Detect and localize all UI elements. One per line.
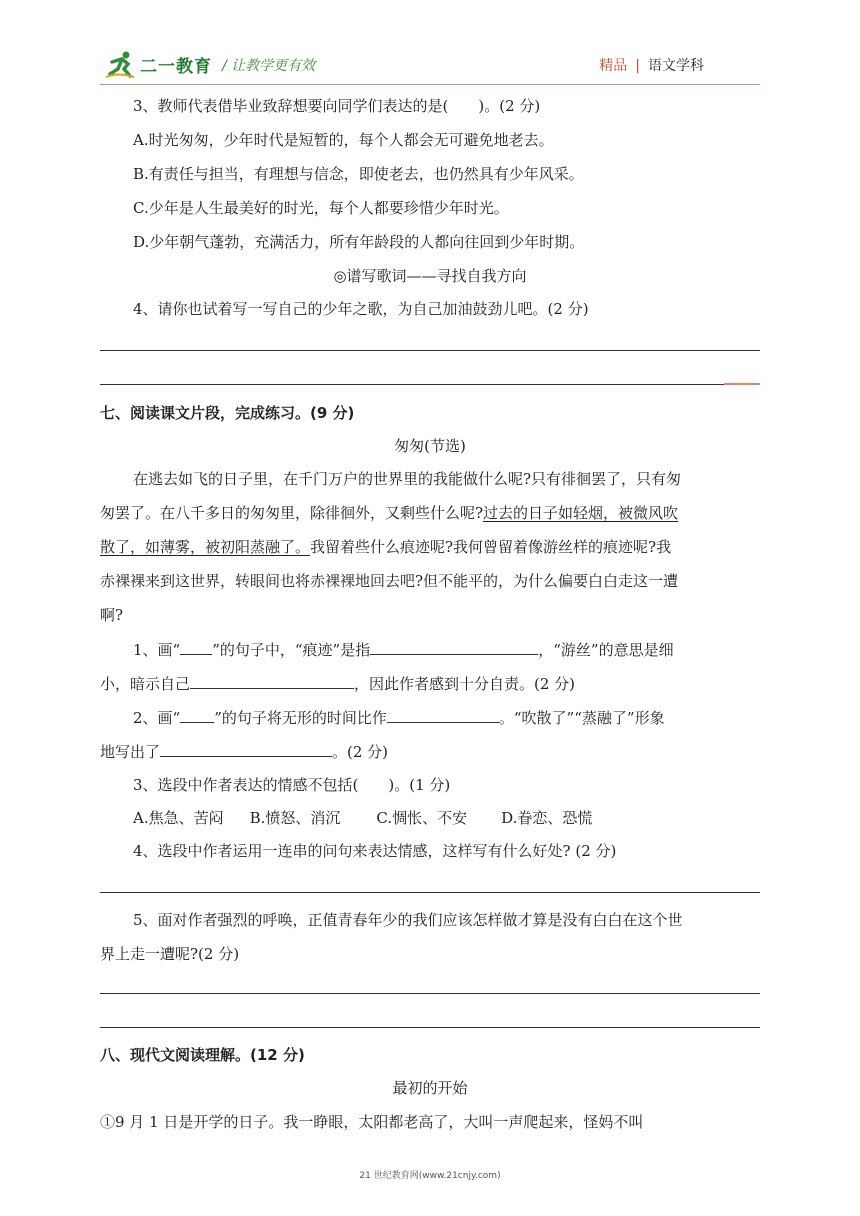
question-7-3: 3、选段中作者表达的情感不包括( )。(1 分)	[133, 776, 451, 794]
answer-line	[100, 384, 760, 385]
question-7-4: 4、选段中作者运用一连串的问句来表达情感，这样写有什么好处? (2 分)	[133, 842, 617, 860]
option-c: C.少年是人生最美好的时光，每个人都要珍惜少年时光。	[133, 199, 509, 217]
fill-blank[interactable]	[160, 740, 332, 757]
question-7-5: 5、面对作者强烈的呼唤，正值青春年少的我们应该怎样做才算是没有白白在这个世	[133, 911, 683, 929]
passage-line: 在逃去如飞的日子里，在千门万户的世界里的我能做什么呢?只有徘徊罢了，只有匆	[133, 470, 682, 488]
page-footer: 21 世纪教育网(www.21cnjy.com)	[359, 1171, 501, 1181]
question-7-1: 1、画“ ”的句子中，“痕迹”是指 ，“游丝”的意思是细	[133, 638, 674, 661]
underlined-sentence: 散了，如薄雾，被初阳蒸融了。	[100, 538, 311, 556]
passage-line: 赤裸裸来到这世界，转眼间也将赤裸裸地回去吧?但不能平的，为什么偏要白白走这一遭	[100, 572, 679, 590]
passage-line: 匆罢了。在八千多日的匆匆里，除徘徊外，又剩些什么呢?过去的日子如轻烟，被微风吹	[100, 504, 679, 522]
answer-line	[100, 1027, 760, 1028]
question-7-2: 2、画“ ”的句子将无形的时间比作 。“吹散了”“蒸融了”形象	[133, 706, 665, 729]
answer-line	[100, 892, 760, 893]
passage-line: 散了，如薄雾，被初阳蒸融了。我留着些什么痕迹呢?我何曾留着像游丝样的痕迹呢?我	[100, 538, 672, 556]
question-7-5-cont: 界上走一遭呢?(2 分)	[100, 945, 240, 963]
option-d: D.少年朝气蓬勃，充满活力，所有年龄段的人都向往回到少年时期。	[133, 233, 585, 251]
choice-b: B.愤怒、消沉	[249, 809, 341, 827]
quality-badge: 精品	[599, 58, 628, 74]
fill-blank[interactable]	[370, 638, 538, 655]
choice-c: C.惆怅、不安	[376, 809, 468, 827]
accent-mark	[724, 383, 760, 385]
running-man-logo-icon	[104, 50, 136, 80]
brand-name: 二一教育	[140, 57, 212, 77]
question-7-3-options	[133, 807, 592, 829]
option-b: B.有责任与担当，有理想与信念，即使老去，也仍然具有少年风采。	[133, 165, 584, 183]
choice-a: A.焦急、苦闷	[133, 809, 224, 827]
underline-sample	[180, 638, 212, 655]
answer-line	[100, 350, 760, 351]
brand-slogan: / 让教学更有效	[222, 58, 316, 74]
question-6-4: 4、请你也试着写一写自己的少年之歌，为自己加油鼓劲儿吧。(2 分)	[133, 300, 589, 318]
page-header	[0, 0, 860, 90]
passage-title: 最初的开始	[392, 1079, 468, 1097]
passage-line: 啊?	[100, 606, 124, 624]
passage-line: ①9 月 1 日是开学的日子。我一睁眼，太阳都老高了，大叫一声爬起来，怪妈不叫	[100, 1113, 644, 1131]
question-7-1-cont: 小，暗示自己 ，因此作者感到十分自责。(2 分)	[100, 672, 575, 695]
choice-d: D.眷恋、恐慌	[501, 809, 593, 827]
passage-title: 匆匆(节选)	[394, 437, 466, 455]
section-subtitle: ◎谱写歌词——寻找自我方向	[333, 267, 527, 285]
question-6-3: 3、教师代表借毕业致辞想要向同学们表达的是( )。(2 分)	[133, 97, 541, 115]
section-8-heading: 八、现代文阅读理解。(12 分)	[100, 1046, 305, 1064]
option-a: A.时光匆匆，少年时代是短暂的，每个人都会无可避免地老去。	[133, 131, 554, 149]
question-7-2-cont: 地写出了 。(2 分)	[100, 740, 388, 763]
underline-sample	[180, 706, 214, 723]
header-rule	[100, 84, 760, 85]
fill-blank[interactable]	[190, 672, 354, 689]
header-subject	[599, 55, 704, 75]
section-7-heading: 七、阅读课文片段，完成练习。(9 分)	[100, 404, 355, 422]
answer-line	[100, 993, 760, 994]
fill-blank[interactable]	[387, 706, 499, 723]
header-divider: |	[635, 58, 640, 74]
underlined-sentence: 过去的日子如轻烟，被微风吹	[483, 504, 679, 522]
subject-label: 语文学科	[648, 58, 704, 74]
